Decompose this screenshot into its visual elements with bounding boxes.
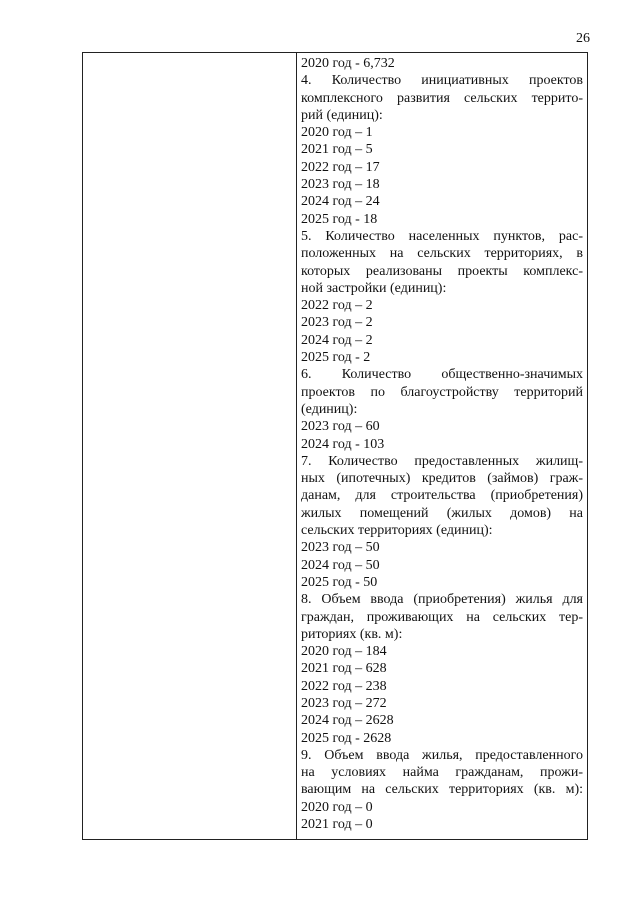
text-line: (единиц): (301, 401, 358, 417)
text-line: 2025 год - 18 (301, 211, 378, 227)
text-line: 2024 год – 2628 (301, 713, 394, 729)
text-line: сельских территориях (единиц): (301, 523, 493, 539)
text-line: 2024 год – 50 (301, 557, 380, 573)
text-line: 2025 год - 2 (301, 350, 371, 366)
text-line: комплексного развития сельских террито- (301, 90, 583, 106)
text-line: 2022 год – 238 (301, 678, 387, 694)
text-line: 9. Объем ввода жилья, предоставленного (301, 747, 583, 763)
text-line: 2021 год – 5 (301, 142, 373, 158)
text-line: 2022 год – 17 (301, 159, 380, 175)
table-left-cell (83, 53, 297, 839)
text-line: 2023 год – 18 (301, 177, 380, 193)
page-number: 26 (576, 31, 590, 46)
text-line: положенных на сельских территориях, в (301, 246, 583, 262)
text-line: риториях (кв. м): (301, 626, 403, 642)
text-line: проектов по благоустройству территорий (301, 384, 583, 400)
text-line: на условиях найма гражданам, прожи- (301, 765, 583, 781)
text-line: ной застройки (единиц): (301, 280, 447, 296)
text-line: 2023 год – 50 (301, 540, 380, 556)
text-line: 2023 год – 60 (301, 419, 380, 435)
text-line: 4. Количество инициативных проектов (301, 73, 583, 89)
text-line: 2022 год – 2 (301, 298, 373, 314)
text-line: данам, для строительства (приобретения) (301, 488, 583, 504)
text-line: жилых помещений (жилых домов) на (301, 505, 583, 521)
text-line: 7. Количество предоставленных жилищ- (301, 453, 583, 469)
text-line: 8. Объем ввода (приобретения) жилья для (301, 592, 583, 608)
table-right-cell (301, 55, 583, 833)
text-line: 2025 год - 2628 (301, 730, 392, 746)
text-line: 2020 год – 1 (301, 125, 373, 141)
text-line: 2024 год – 2 (301, 332, 373, 348)
text-line: ных (ипотечных) кредитов (займов) граж- (301, 471, 583, 487)
text-line: рий (единиц): (301, 107, 383, 123)
text-line: 2025 год - 50 (301, 574, 378, 590)
text-line: 2024 год - 103 (301, 436, 385, 452)
text-line: 2020 год – 184 (301, 644, 387, 660)
indicators-table (82, 52, 588, 840)
text-line: 2021 год – 0 (301, 817, 373, 833)
text-line: 6. Количество общественно-значимых (301, 367, 583, 383)
text-line: граждан, проживающих на сельских тер- (301, 609, 583, 625)
text-line: 2021 год – 628 (301, 661, 387, 677)
text-line: 5. Количество населенных пунктов, рас- (301, 228, 583, 244)
text-line: 2020 год - 6,732 (301, 56, 395, 71)
text-line: 2020 год – 0 (301, 799, 373, 815)
text-line: 2024 год – 24 (301, 194, 380, 210)
text-line: 2023 год – 2 (301, 315, 373, 331)
text-line: вающим на сельских территориях (кв. м): (301, 782, 583, 798)
text-line: которых реализованы проекты комплекс- (301, 263, 583, 279)
text-line: 2023 год – 272 (301, 695, 387, 711)
